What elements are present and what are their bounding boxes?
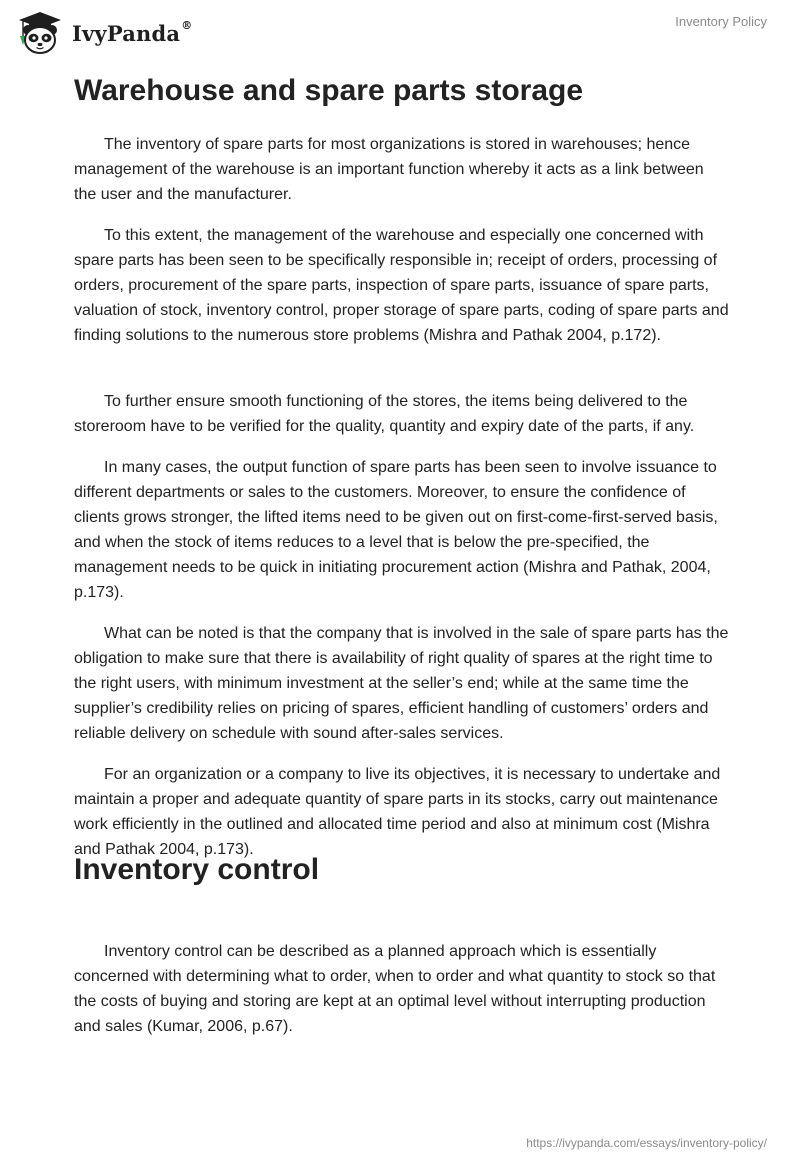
- paragraph: In many cases, the output function of spare parts has been seen to involve issuance to different departments or sales to the customers. Moreover, to ensure the confidence of clients grows stronger, the lifted items need to be given out on first-come-first-served basis, and when the stock of items reduces to a level that is below the pre-specified, the management needs to be quick in initiating procurement action (Mishra and Pathak, 2004, p.173).: [74, 459, 718, 601]
- section-heading: Warehouse and spare parts storage: [74, 74, 584, 107]
- paragraph: The inventory of spare parts for most organizations is stored in warehouses; hence management of the warehouse is an important function whereby it acts as a link between the user and the manufacturer.: [74, 136, 704, 203]
- paragraph: What can be noted is that the company that is involved in the sale of spare parts has the obligation to make sure that there is availability of right quality of spares at the right time to the right users, with minimum investment at the seller’s end; while at the same time the supplier’s credibility relies on pricing of spares, efficient handling of customers’ orders and reliable delivery on schedule with sound after-sales services.: [74, 625, 729, 742]
- registered-mark: ®: [181, 18, 193, 32]
- paragraph: For an organization or a company to live its objectives, it is necessary to undertake and maintain a proper and adequate quantity of spare parts in its stocks, carry out maintenance work efficiently in the outlined and allocated time period and also at minimum cost (Mishra and Pathak 2004, p.173).: [74, 766, 721, 858]
- paragraph: Inventory control can be described as a planned approach which is essentially concerned with determining what to order, when to order and what quantity to stock so that the costs of buying and storing are kept at an optimal level without interrupting production and sales (Kumar, 2006, p.67).: [74, 943, 716, 1035]
- document-title: Inventory Policy: [675, 14, 767, 29]
- source-url[interactable]: https://ivypanda.com/essays/inventory-policy/: [526, 1136, 767, 1150]
- ivypanda-logo[interactable]: [14, 10, 192, 56]
- page-header: [0, 0, 800, 64]
- paragraph: To further ensure smooth functioning of the stores, the items being delivered to the storeroom have to be verified for the quality, quantity and expiry date of the parts, if any.: [74, 393, 695, 435]
- panda-graduate-icon: [14, 10, 66, 56]
- brand-name: IvyPanda®: [72, 18, 193, 46]
- section-heading: Inventory control: [74, 853, 320, 886]
- paragraph: To this extent, the management of the warehouse and especially one concerned with spare parts has been seen to be specifically responsible in; receipt of orders, processing of orders, procurement of the spare parts, inspection of spare parts, issuance of spare parts, valuation of stock, inventory control, proper storage of spare parts, coding of spare parts and finding solutions to the numerous store problems (Mishra and Pathak 2004, p.172).: [74, 227, 729, 344]
